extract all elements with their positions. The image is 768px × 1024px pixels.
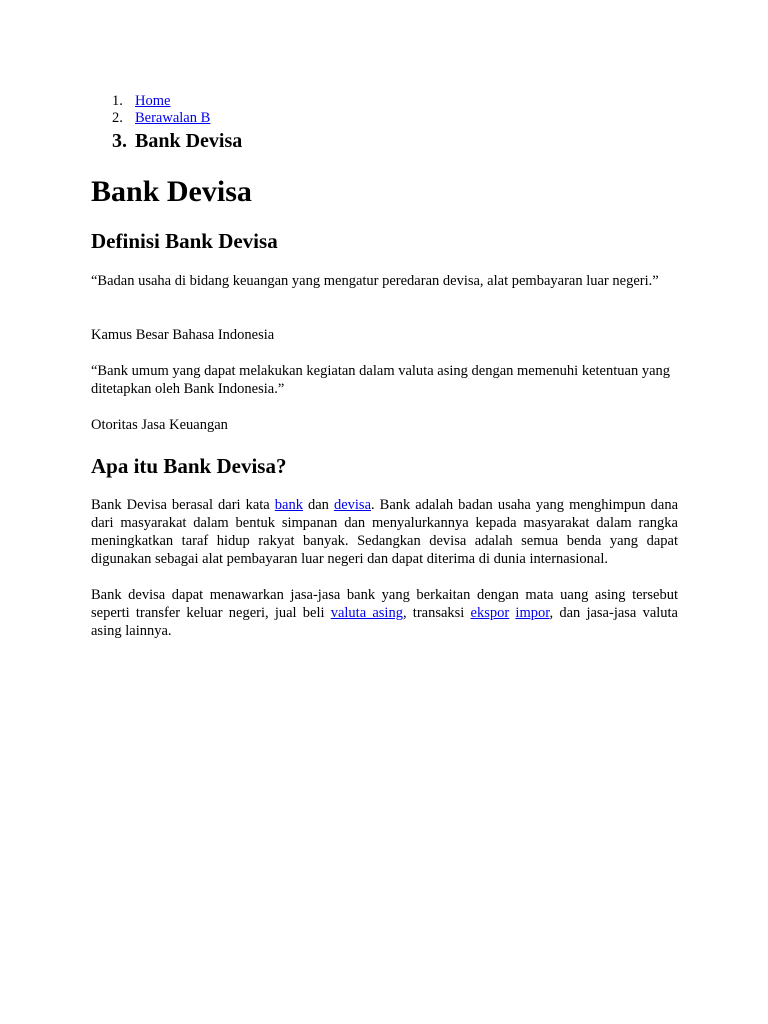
definition-source-ojk: Otoritas Jasa Keuangan <box>91 417 228 433</box>
link-impor[interactable]: impor <box>515 605 550 621</box>
link-devisa[interactable]: devisa <box>333 497 372 513</box>
breadcrumb-current-label: Bank Devisa <box>135 130 243 152</box>
services-paragraph <box>91 586 678 640</box>
breadcrumb-item-berawalan-b <box>91 110 242 127</box>
explanation-paragraph <box>91 496 678 568</box>
breadcrumb-number: 2. <box>112 110 123 126</box>
link-valuta-asing[interactable]: valuta asing <box>330 605 403 621</box>
link-bank[interactable]: bank <box>274 497 303 513</box>
definition-quote-kbbi: “Badan usaha di bidang keuangan yang mengatur peredaran devisa, alat pembayaran luar negeri.” <box>91 273 659 289</box>
link-ekspor[interactable]: ekspor <box>470 605 510 621</box>
paragraph-text: . Bank adalah badan usaha yang menghimpun dana dari masyarakat dalam bentuk simpanan dan menyalurkannya kepada masyarakat dalam rangka meningkatkan taraf hidup rakyat banyak. Sedangkan devisa adalah semua benda yang dapat digunakan sebagai alat pembayaran luar negeri dan dapat diterima di dunia internasional. <box>91 497 679 567</box>
paragraph-text: , dan jasa-jasa valuta asing lainnya. <box>91 605 678 639</box>
definition-quote-ojk: “Bank umum yang dapat melakukan kegiatan dalam valuta asing dengan memenuhi ketentuan yang ditetapkan oleh Bank Indonesia.” <box>91 363 671 397</box>
breadcrumb-number: 1. <box>112 93 123 109</box>
definition-source-kbbi: Kamus Besar Bahasa Indonesia <box>91 327 275 343</box>
breadcrumb <box>91 93 242 154</box>
paragraph-text: dan <box>302 497 334 513</box>
definition-heading: Definisi Bank Devisa <box>91 229 278 253</box>
paragraph-text: Bank Devisa berasal dari kata <box>91 497 275 513</box>
breadcrumb-item-current <box>91 128 242 154</box>
breadcrumb-number: 3. <box>112 130 127 152</box>
what-is-heading: Apa itu Bank Devisa? <box>91 454 287 478</box>
page-title: Bank Devisa <box>91 175 252 208</box>
breadcrumb-link-berawalan-b[interactable]: Berawalan B <box>135 110 211 126</box>
breadcrumb-item-home <box>91 93 242 110</box>
paragraph-text: Bank devisa dapat menawarkan jasa-jasa bank yang berkaitan dengan mata uang asing tersebut seperti transfer keluar negeri, jual beli <box>91 587 678 621</box>
paragraph-text: , transaksi <box>402 605 471 621</box>
breadcrumb-link-home[interactable]: Home <box>135 93 171 109</box>
